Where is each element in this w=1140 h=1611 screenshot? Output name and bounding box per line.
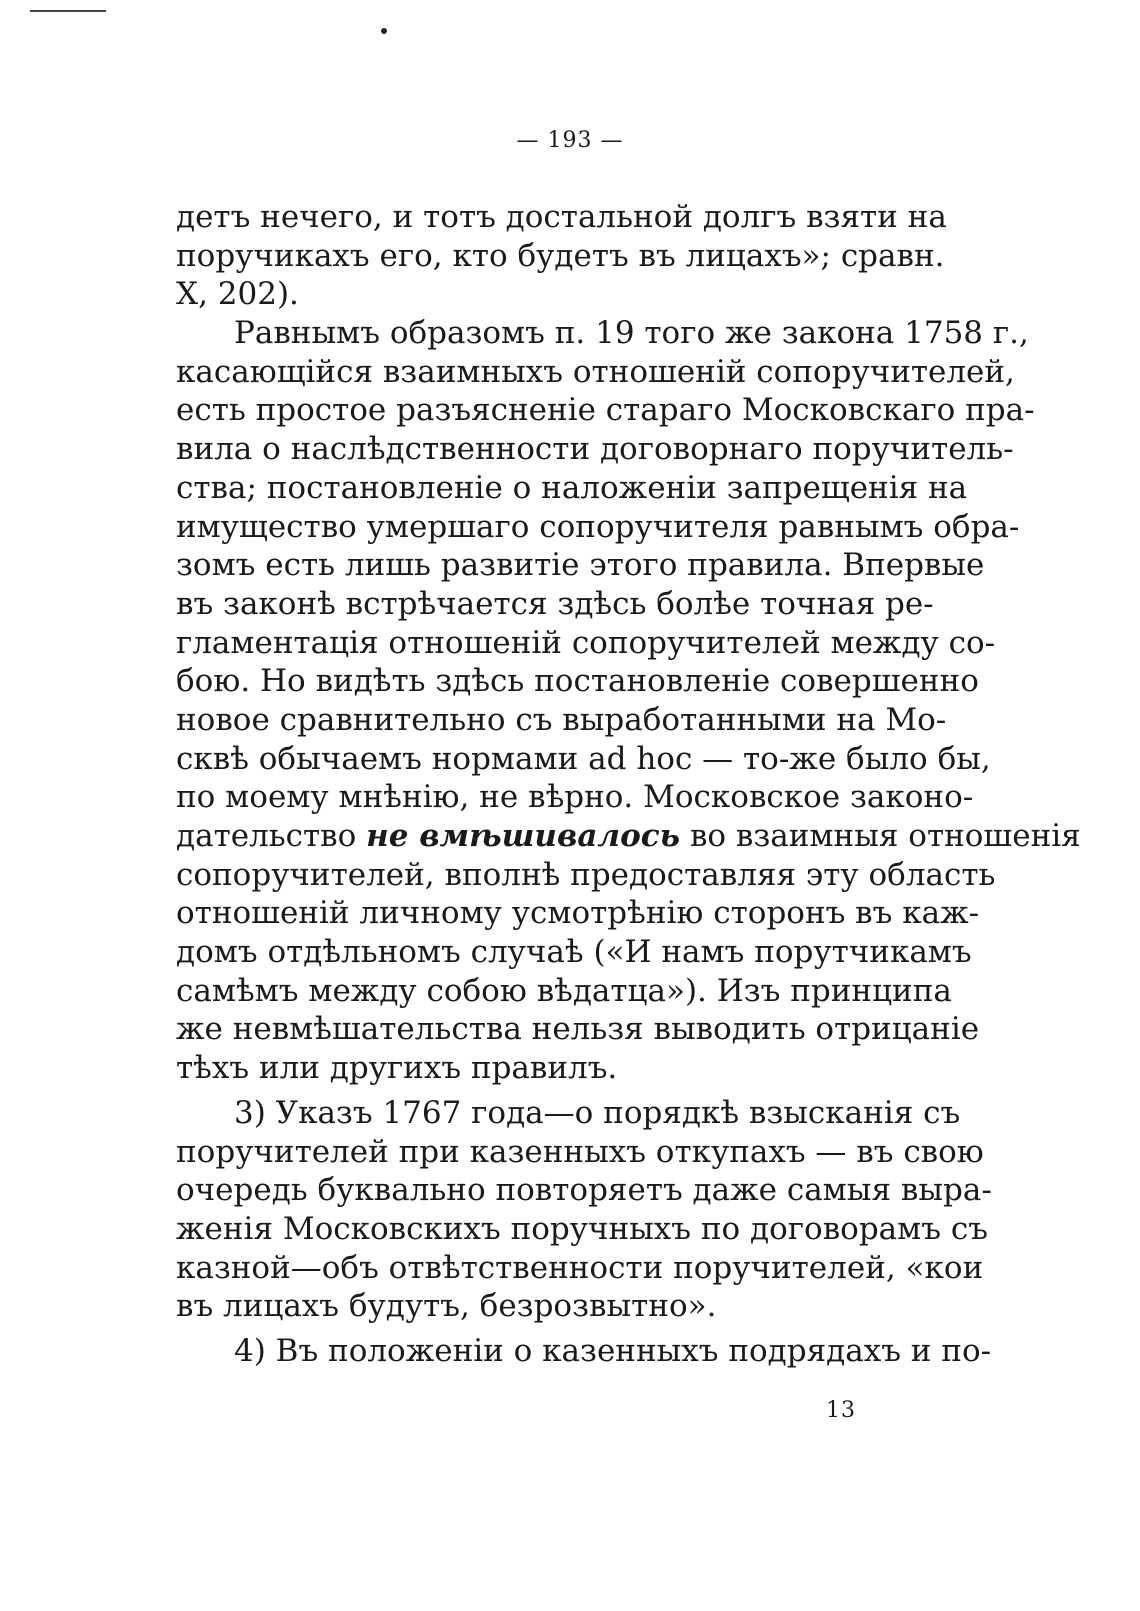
text-line: поручителей при казенныхъ откупахъ — въ свою [176,1133,984,1170]
text-line: ства; постановленіе о наложеніи запрещенія на [176,469,968,506]
text-line: имущество умершаго сопоручителя равнымъ обра- [176,508,1020,545]
scan-edge-mark [30,10,106,12]
text-line: поручикахъ его, кто будетъ въ лицахъ»; сравн. [176,237,945,274]
text-line: вила о наслѣдственности договорнаго поручитель- [176,431,1014,468]
text-line: тѣхъ или другихъ правилъ. [176,1050,618,1087]
text-line: детъ нечего, и тотъ достальной долгъ взяти на [176,199,947,235]
text-line: отношеній личному усмотрѣнію сторонъ въ каж- [176,895,980,932]
text-line: въ лицахъ будутъ, безрозвытно». [176,1288,717,1325]
text-line: есть простое разъясненіе стараго Московскаго пра- [176,392,1035,429]
text-line: домъ отдѣльномъ случаѣ («И намъ порутчикамъ [176,934,972,971]
signature-mark: 13 [826,1398,856,1423]
text-line: въ законѣ встрѣчается здѣсь болѣе точная ре- [176,585,934,622]
text-line: зомъ есть лишь развитіе этого правила. Впервые [176,547,985,584]
body-text [176,198,1081,1371]
scan-dot [381,28,387,34]
text-line: Равнымъ образомъ п. 19 того же закона 1758 г., [234,315,1029,352]
text-line-mixed [176,817,1081,856]
text-line: касающійся взаимныхъ отношеній сопоручителей, [176,353,1015,390]
text-line: сквѣ обычаемъ нормами ad hoc — то-же было бы, [176,740,991,777]
text-line: новое сравнительно съ выработанными на Мо- [176,701,947,738]
page-number: — 193 — [516,128,624,153]
text-line: сопоручителей, вполнѣ предоставляя эту область [176,856,996,893]
text-line: самѣмъ между собою вѣдатца»). Изъ принципа [176,972,952,1009]
text-line: по моему мнѣнію, не вѣрно. Московское законо- [176,779,974,816]
text-line: 4) Въ положеніи о казенныхъ подрядахъ и по- [234,1332,992,1369]
text-line: бою. Но видѣть здѣсь постановленіе совершенно [176,663,979,700]
text-line: очередь буквально повторяетъ даже самыя выра- [176,1172,992,1209]
text-line: 3) Указъ 1767 года—о порядкѣ взысканія съ [234,1094,961,1131]
text-fragment: дательство [176,818,357,854]
text-fragment: во взаимныя отношенія [689,818,1081,854]
text-line: женія Московскихъ поручныхъ по договорамъ съ [176,1210,988,1247]
emphasized-phrase: не вмѣшивалось [366,818,681,854]
text-line: X, 202). [176,276,299,313]
text-line: же невмѣшательства нельзя выводить отрицаніе [176,1011,980,1048]
text-line: гламентація отношеній сопоручителей между со- [176,624,996,661]
text-line: казной—объ отвѣтственности поручителей, «кои [176,1249,984,1286]
